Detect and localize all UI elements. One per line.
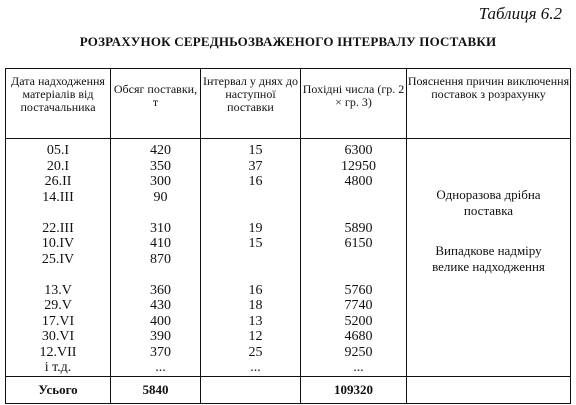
cell-date: 14.III (42, 189, 74, 205)
product-column (301, 139, 407, 377)
header-row (6, 69, 571, 139)
cell-date: 29.V (44, 298, 72, 313)
header-product: Похідні числа (гр. 2 × гр. 3) (301, 69, 407, 139)
cell-interval: 12 (248, 329, 263, 344)
table-number: Таблиця 6.2 (478, 4, 562, 23)
header-note: Пояснення причин виключення поставок з розрахунку (407, 69, 571, 139)
cell-product: 5890 (344, 220, 373, 236)
cell-date: 05.I (46, 143, 70, 158)
cell-interval: 16 (248, 174, 263, 189)
cell-volume: 360 (150, 282, 171, 298)
cell-volume: 350 (150, 158, 171, 174)
cell-date: 17.VI (41, 313, 75, 329)
cell-interval: 16 (248, 282, 263, 298)
total-interval-empty (201, 376, 301, 403)
cell-product: 6150 (344, 236, 373, 251)
cell-interval (246, 190, 256, 206)
cell-interval: 25 (248, 344, 263, 360)
cell-date: 10.IV (41, 236, 75, 251)
cell-volume: 90 (153, 189, 168, 205)
cell-date: 30.VI (41, 329, 75, 344)
cell-volume: 310 (150, 220, 171, 236)
table-title: РОЗРАХУНОК СЕРЕДНЬОЗВАЖЕНОГО ІНТЕРВАЛУ ПОСТАВКИ (79, 34, 497, 49)
cell-volume: 410 (150, 236, 171, 251)
total-label: Усього (6, 376, 111, 403)
cell-date: 25.IV (41, 251, 75, 267)
cell-date: 12.VII (39, 344, 77, 360)
cell-volume: 370 (150, 344, 171, 360)
note-excess-delivery-line2: велике надходження (432, 259, 545, 274)
cell-product: 5200 (344, 313, 373, 329)
cell-product: 12950 (341, 158, 376, 174)
cell-interval: 19 (248, 220, 263, 236)
cell-interval: 18 (248, 298, 263, 313)
total-product: 109320 (301, 376, 407, 403)
cell-product: 9250 (344, 344, 373, 360)
cell-interval: 15 (248, 143, 263, 158)
delivery-interval-table (5, 68, 571, 404)
cell-volume: 420 (150, 143, 171, 158)
cell-volume: ... (155, 360, 166, 375)
total-note-empty (407, 376, 571, 403)
cell-product: 4800 (344, 174, 373, 189)
cell-volume: 390 (150, 329, 171, 344)
cell-volume: 400 (150, 313, 171, 329)
cell-product (349, 252, 359, 268)
cell-product: 4680 (344, 329, 373, 344)
cell-interval: 13 (248, 313, 263, 329)
cell-interval: 37 (248, 158, 263, 174)
cell-volume: 870 (150, 251, 171, 267)
cell-volume: 300 (150, 174, 171, 189)
cell-date: 13.V (44, 282, 72, 298)
data-body-row (6, 139, 571, 377)
cell-interval (246, 252, 256, 268)
header-volume: Обсяг поставки, т (111, 69, 201, 139)
cell-date: і т.д. (44, 360, 72, 375)
cell-product: 7740 (344, 298, 373, 313)
note-small-delivery-line2: поставка (463, 203, 514, 218)
cell-volume: 430 (150, 298, 171, 313)
volume-column (111, 139, 201, 377)
dates-column (6, 139, 111, 377)
cell-product: ... (353, 360, 364, 375)
cell-interval: ... (250, 360, 261, 375)
header-date: Дата надходження матеріалів від постачальника (6, 69, 111, 139)
interval-column (201, 139, 301, 377)
cell-date: 22.III (42, 220, 74, 236)
notes-column (407, 139, 571, 377)
cell-date: 26.II (44, 174, 72, 189)
total-volume: 5840 (111, 376, 201, 403)
total-row (6, 376, 571, 403)
note-excess-delivery-line1: Випадкове надміру (435, 243, 542, 258)
note-small-delivery-line1: Одноразова дрібна (436, 187, 541, 202)
cell-product: 6300 (344, 143, 373, 158)
cell-date: 20.I (46, 158, 70, 174)
cell-interval: 15 (248, 236, 263, 251)
cell-product: 5760 (344, 282, 373, 298)
cell-product (349, 190, 359, 206)
header-interval: Інтервал у днях до наступної поставки (201, 69, 301, 139)
